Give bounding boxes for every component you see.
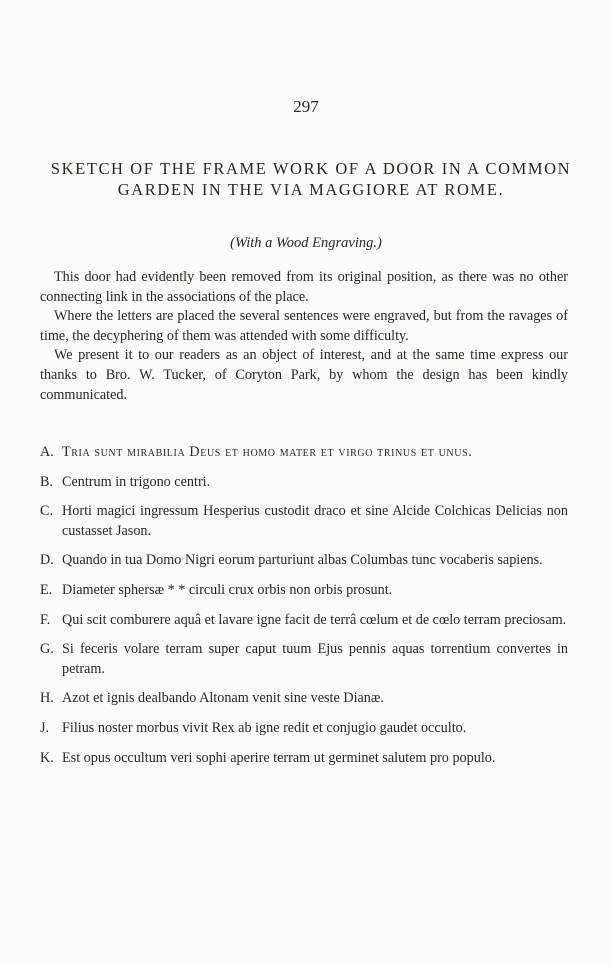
inscription-item (40, 502, 568, 541)
item-letter: B. (40, 473, 54, 490)
inscription-list (40, 443, 568, 778)
item-letter: H. (40, 690, 54, 707)
item-letter: D. (40, 552, 54, 569)
intro-text (40, 268, 568, 405)
item-text: Quando in tua Domo Nigri eorum parturiunt albas Columbas tunc vocaberis sapiens. (62, 552, 543, 569)
inscription-item (40, 689, 568, 709)
inscription-item (40, 640, 568, 679)
article-subtitle: (With a Wood Engraving.) (230, 235, 382, 251)
item-text: Qui scit comburere aquâ et lavare igne facit de terrâ cœlum et de cœlo terram preciosam. (62, 611, 567, 628)
intro-paragraph: We present it to our readers as an object of interest, and at the same time express our thanks to Bro. W. Tucker, of Coryton Park, by whom the design has been kindly communicated. (40, 347, 568, 403)
inscription-item (40, 581, 568, 601)
item-letter: C. (40, 503, 54, 520)
intro-paragraph: This door had evidently been removed from its original position, as there was no other connecting link in the associations of the place. (40, 269, 568, 305)
inscription-item (40, 749, 568, 769)
intro-paragraph: Where the letters are placed the several sentences were engraved, but from the ravages of time, the decyphering of them was attended with some difficulty. (40, 308, 568, 344)
item-letter: A. (40, 444, 54, 460)
item-text: Horti magici ingressum Hesperius custodit draco et sine Alcide Colchicas Delicias non custasset Jason. (62, 503, 568, 539)
item-text: Filius noster morbus vivit Rex ab igne redit et conjugio gaudet occulto. (62, 719, 467, 736)
item-text: Est opus occultum veri sophi aperire terram ut germinet salutem pro populo. (62, 749, 496, 766)
inscription-item (40, 473, 568, 493)
inscription-item (40, 719, 568, 739)
item-letter: E. (40, 581, 53, 598)
inscription-item (40, 443, 568, 463)
item-letter: G. (40, 641, 54, 658)
item-letter: J. (40, 719, 50, 736)
inscription-item (40, 551, 568, 571)
page-number: 297 (293, 97, 319, 116)
article-title: SKETCH OF THE FRAME WORK OF A DOOR IN A COMMON GARDEN IN THE VIA MAGGIORE AT ROME. (50, 159, 572, 199)
item-text: Centrum in trigono centri. (62, 473, 211, 490)
item-letter: F. (40, 611, 51, 628)
item-text: Si feceris volare terram super caput tuum Ejus pennis aquas torrentium convertes in petram. (62, 641, 568, 677)
item-text: Diameter sphersæ * * circuli crux orbis non orbis prosunt. (62, 581, 393, 598)
item-text: Tria sunt mirabilia Deus et homo mater et virgo trinus et unus. (62, 444, 473, 460)
inscription-item (40, 611, 568, 631)
item-letter: K. (40, 749, 54, 766)
item-text: Azot et ignis dealbando Altonam venit sine veste Dianæ. (62, 690, 384, 707)
